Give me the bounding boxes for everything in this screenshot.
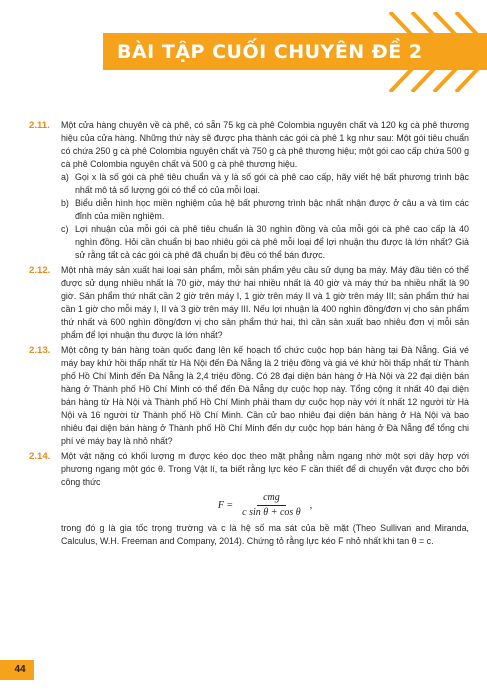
part-text: Biểu diễn hình học miền nghiệm của hệ bất phương trình bậc nhất nhận được ở câu a và tìm các đỉnh của miền nghiệm. [75,198,469,221]
exercise-2-14 [29,450,469,548]
exercise-part-a [61,171,469,197]
exercise-number: 2.11. [29,120,50,131]
exercise-number: 2.14. [29,451,51,462]
exercise-text: Một nhà máy sản xuất hai loại sản phẩm, mỗi sản phẩm yêu cầu sử dụng ba máy. Máy đầu tiên có thể được sử dụng nhiều nhất là 70 giờ, máy thứ hai nhiều nhất là 40 giờ và máy thứ ba nhiều nhất là 90 giờ. Sản phẩm thứ nhất cần 2 giờ trên máy I, 1 giờ trên máy II và 1 giờ trên máy III; sản phẩm thứ hai cần 1 giờ cho mỗi máy I, II và 3 giờ trên máy III. Nếu lợi nhuận là 400 nghìn đồng/đơn vị cho sản phẩm thứ nhất và 600 nghìn đồng/đơn vị cho sản phẩm thứ hai, thì cần sản xuất bao nhiêu đơn vị mỗi sản phẩm để lợi nhuận thu được là lớn nhất? [61,265,469,340]
exercise-text: Một cửa hàng chuyên về cà phê, có sẵn 75 kg cà phê Colombia nguyên chất và 120 kg cà phê thương hiệu của cửa hàng. Những thứ này sẽ được pha thành các gói cà phê 1 kg như sau: Một gói tiêu chuẩn có chứa 250 g cà phê Colombia nguyên chất và 750 g cà phê thương hiệu; một gói cao cấp chứa 500 g cà phê Colombia nguyên chất và 500 g cà phê thương hiệu. [61,120,470,169]
page-title: BÀI TẬP CUỐI CHUYÊN ĐỀ 2 [117,41,423,63]
formula-numerator: cmg [257,492,286,506]
part-label: a) [61,172,69,182]
formula-denominator: c sin θ + cos θ [242,507,301,518]
page-number: 44 [6,660,34,680]
formula-fraction [238,492,305,519]
formula-lhs: F = [217,500,234,511]
exercise-text: Một công ty bán hàng toàn quốc đang lên kế hoạch tổ chức cuộc họp bán hàng tại Đà Nẵng. Giá vé máy bay khứ hồi thấp nhất từ Hà Nội đến Đà Nẵng là 2 triệu đồng và giá vé khứ hồi thấp nhất từ Thành phố Hồ Chí Minh đến Đà Nẵng là 2,4 triệu đồng. Có 28 đại diện bán hàng ở Hà Nội và 22 đại diện bán hàng ở Thành phố Hồ Chí Minh có thể đến Đà Nẵng dự cuộc họp này. Tổng cộng ít nhất 40 đại diện bán hàng từ Hà Nội và Thành phố Hồ Chí Minh phải tham dự cuộc họp này với ít nhất 12 người từ Hà Nội và 16 người từ Thành phố Hồ Chí Minh. Cần cử bao nhiêu đại diện bán hàng ở Hà Nội và bao nhiêu đại diện bán hàng ở Thành phố Hồ Chí Minh đến dự cuộc họp bán hàng ở Đà Nẵng để tổng chi phí vé máy bay là nhỏ nhất? [61,345,469,446]
exercise-part-b [61,197,469,223]
exercise-text: Một vật nặng có khối lượng m được kéo dọc theo mặt phẳng nằm ngang nhờ một sợi dây hợp với phương ngang một góc θ. Trong Vật lí, ta biết rằng lực kéo F cần thiết để di chuyển vật được cho bởi công thức [61,451,469,487]
exercise-list [29,119,469,550]
exercise-part-c [61,223,469,262]
formula-tail: , [309,500,313,511]
exercise-2-12 [29,264,469,342]
exercise-text-after: trong đó g là gia tốc trọng trường và c là hệ số ma sát của bề mặt (Theo Sullivan and Miranda, Calculus, W.H. Freeman and Company, 2014). Chứng tỏ rằng lực kéo F nhỏ nhất khi tan θ = c. [61,523,469,546]
exercise-2-11 [29,119,469,262]
part-text: Gọi x là số gói cà phê tiêu chuẩn và y là số gói cà phê cao cấp, hãy viết hệ bất phương trình bậc nhất mô tả số lượng gói có thể có của mỗi loại. [75,172,469,195]
force-formula [61,492,469,519]
exercise-number: 2.13. [29,345,51,356]
exercise-2-13 [29,344,469,448]
part-label: c) [61,224,69,234]
part-text: Lợi nhuận của mỗi gói cà phê tiêu chuẩn là 30 nghìn đồng và của mỗi gói cà phê cao cấp là 40 nghìn đồng. Hỏi cần chuẩn bị bao nhiêu gói cà phê mỗi loại để lợi nhuận thu được là lớn nhất? Giả sử rằng tất cả các gói cà phê đã chuẩn bị đều có thể bán được. [75,224,469,260]
part-label: b) [61,198,69,208]
exercise-number: 2.12. [29,265,51,276]
